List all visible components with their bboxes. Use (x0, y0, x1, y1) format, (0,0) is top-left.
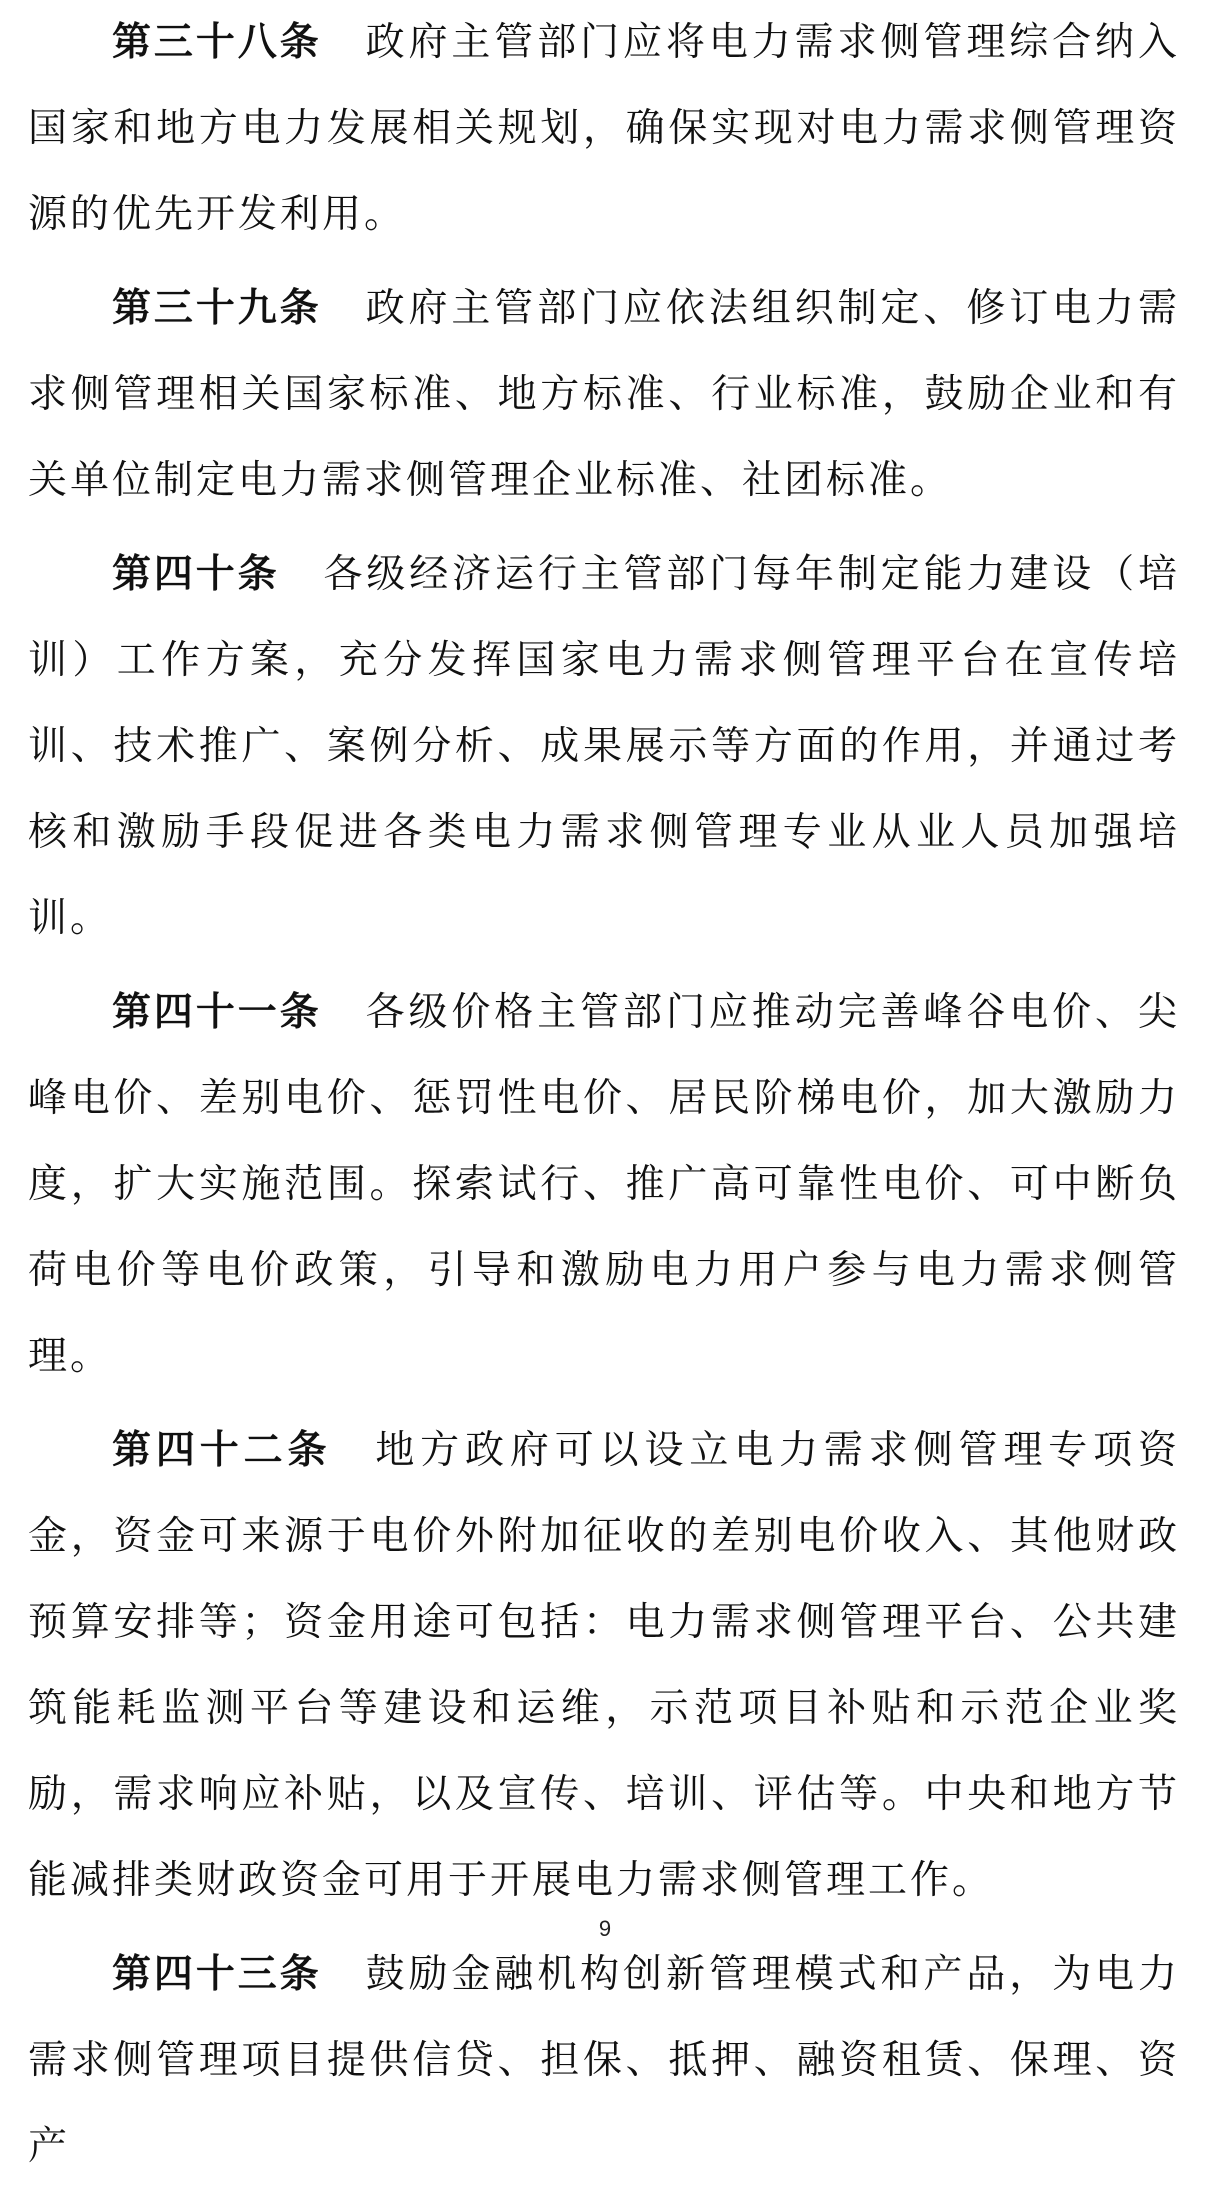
page-number: 9 (598, 1916, 612, 1941)
article-number: 第三十八条 (112, 20, 322, 65)
article-42 (28, 1408, 1180, 1924)
article-38 (28, 0, 1180, 258)
article-43 (28, 1932, 1180, 2190)
article-41 (28, 970, 1180, 1400)
article-number: 第四十条 (112, 552, 280, 597)
article-text: 政府主管部门应将电力需求侧管理综合纳入国家和地方电力发展相关规划，确保实现对电力需求侧管理资源的优先开发利用。 (28, 20, 1180, 237)
article-text: 鼓励金融机构创新管理模式和产品，为电力需求侧管理项目提供信贷、担保、抵押、融资租赁、保理、资产 (28, 1952, 1180, 2169)
article-40 (28, 532, 1180, 962)
article-number: 第四十二条 (112, 1428, 332, 1473)
article-number: 第四十三条 (112, 1952, 322, 1997)
article-number: 第四十一条 (112, 990, 322, 1035)
document-page (28, 0, 1180, 2190)
article-text: 各级经济运行主管部门每年制定能力建设（培训）工作方案，充分发挥国家电力需求侧管理平台在宣传培训、技术推广、案例分析、成果展示等方面的作用，并通过考核和激励手段促进各类电力需求侧管理专业从业人员加强培训。 (28, 552, 1180, 941)
article-39 (28, 266, 1180, 524)
article-text: 政府主管部门应依法组织制定、修订电力需求侧管理相关国家标准、地方标准、行业标准，鼓励企业和有关单位制定电力需求侧管理企业标准、社团标准。 (28, 286, 1180, 503)
article-text: 各级价格主管部门应推动完善峰谷电价、尖峰电价、差别电价、惩罚性电价、居民阶梯电价，加大激励力度，扩大实施范围。探索试行、推广高可靠性电价、可中断负荷电价等电价政策，引导和激励电力用户参与电力需求侧管理。 (28, 990, 1180, 1379)
article-text: 地方政府可以设立电力需求侧管理专项资金，资金可来源于电价外附加征收的差别电价收入、其他财政预算安排等；资金用途可包括：电力需求侧管理平台、公共建筑能耗监测平台等建设和运维，示范项目补贴和示范企业奖励，需求响应补贴，以及宣传、培训、评估等。中央和地方节能减排类财政资金可用于开展电力需求侧管理工作。 (28, 1428, 1180, 1903)
article-number: 第三十九条 (112, 286, 322, 331)
